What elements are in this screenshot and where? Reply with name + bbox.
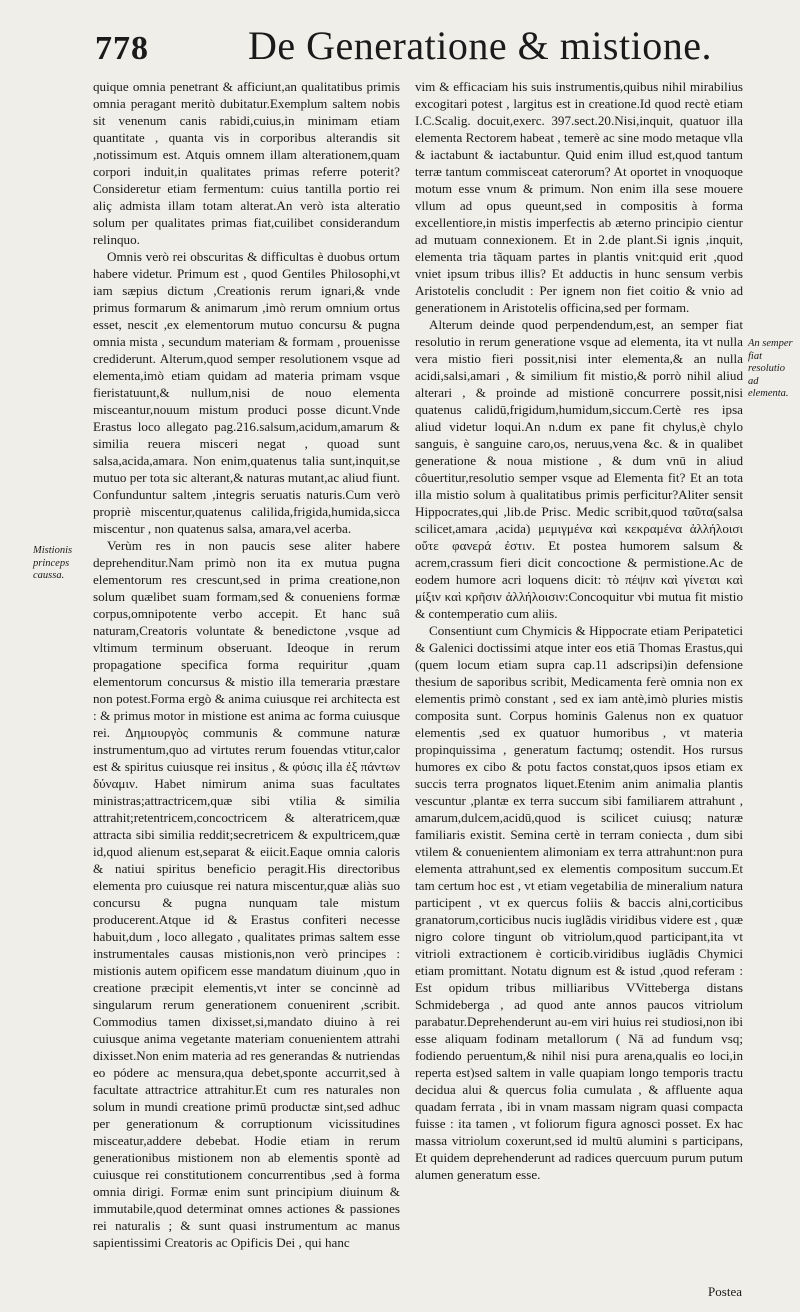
margin-note-left: Mistionis princeps caussa. [33,545,73,581]
paragraph: Omnis verò rei obscuritas & difficultas è duobus ortum habere videtur. Primum est , quod Gentiles Philosophi,vt iam sæpius dictum ,Creationis rerum ignari,& vnde primus formarum & animarum ,imò rerum omnium ortus esset, nescit ,ex elementorum mutuo concursu & pugna omnia mista , secundum materiam & formam , prouenisse crediderunt. Alterum,quod semper resolutionem vsque ad elementa,imò etiam quidam ad materia primam vsque fieristatuunt,& nullum,nisi de nouo elementa misceantur,nouum mistum produci posse dicunt.Vnde Erastus loco allegato pag.216.salsum,acidum,amarum & similia reuera misceri negat , quoad sunt salsa,acida,amara. Non enim,quatenus talia sunt,inquit,se mutuo per tota sic alterant,& naturas mutant,ac aliud fiunt. Confunduntur saltem ,integris seruatis naturis.Cum verò propriè miscentur,quatenus calilida,frigida,humida,sicca miscentur , non quatenus salsa, amara,vel acerba. [93,249,400,536]
catchword: Postea [708,1284,742,1299]
page-number: 778 [95,30,149,67]
page-title: De Generatione & mistione. [248,23,712,68]
paragraph: Consentiunt cum Chymicis & Hippocrate etiam Peripatetici & Galenici doctissimi atque inter eos etiā Thomas Erastus,qui (quem locum etiam supra cap.11 adscripsi)in defensione thesium de saporibus scribit, Medicamenta ferè omnia non ex elementis primò constant , sed ex iam antè,imò pluries mistis composita sunt. Corpus hominis Galenus non ex quatuor elementis ,sed ex quatuor humoribus , vt materia propinquissima , generatum factumq; ostendit. Hos rursus humores ex cibo & potu factos constat,quos ipsos etiam ex succis terra prognatos liquet.Etenim anim animalia plantis vescuntur ,plantæ ex terra succum sibi familiarem attrahunt , amarum,dulcem,acidū,quod is scilicet cuiusq; naturæ familiaris existit. Semina certè in terram coniecta , dum sibi vtilem & conuenientem alimoniam ex terra attrahunt:non pura elementa attrahunt,sed ex elementis compositum succum.Et tam certum hoc est , vt etiam vegetabilia de mineralium natura participent , vt ex quercus foliis & baccis alni,corticibus granatorum,corticibus nucis iuglãdis viridibus videre est , quæ nigro colore tingunt ob vitriolum,quod participant,ita vt vitrioli extractionem è corticib.viridibus iuglãdis Chymici etiam promittant. Notatu dignum est & istud ,quod referam : Est opidum tribus milliaribus VVitteberga distans Schmideberga , ad quod ante annos paucos vitriolum parabatur.Deprehenderunt au-em viri huius rei studiosi,non ibi esse aliquam fodinam metallorum ( Nā ad fundum vsq; fodiendo peruentum,& nihil nisi pura arena,qualis eo loci,in reperta est)sed saltem in valle quapiam longo temporis tractu decidua alui & quercus folia cumulata , & affluente aqua quadam ferrata , ibi in vnam massam nigram quasi compacta fuisse : ita tamen , vt foliorum figura agnosci posset. Ex hac massa vitriolum coxerunt,sed id multū alumini s participans, Et quidem deprehenderunt ad radices quercuum purum putum alumen generatum esse. [415,623,743,1182]
paragraph: Verùm res in non paucis sese aliter habere deprehenditur.Nam primò non ita ex mutua pugna elementorum res crescunt,sed in prima creatione,non solum quælibet suam formam,sed & conueniens formæ corpus,omnipotente verbo accepit. Et hanc suâ naturam,Creatoris voluntate & benedictone ,vsque ad vltimum terminum obseruant. Ideoque in rerum propagatione specifica forma requiritur ,quam elementorum concursus & mistio illa temeraria præstare non potest.Forma ergò & anima cuiusque rei architecta est : & primus motor in mistione est anima ac forma cuiusque rei. Δημιουργὸς communis & commune naturæ instrumentum,quo ad virtutes rerum fouendas vtitur,calor est & spiritus cuiusque rei insitus , & φύσις illa ἐξ πάντων δύναμιν. Habet nimirum anima suas facultates ministras;attractricem,quæ sibi vtilia & similia attrahit;retentricem,concoctricem & alteratricem,quæ attracta sibi similia reddit;secretricem & expultricem,quæ id,quod alienum est,separat & eiicit.Eaque omnia caloris & natiui spiritus beneficio peragit.His directoribus elementa pro cuiusque rei natura miscentur,quæ aliàs suo concursu & pugna nunquam tale mistum producerent.Atque id & Erastus confiteri necesse habuit,dum , loco allegato , qualitates primas saltem esse instrumentales causas mistionis,non verò principes : mistionis autem opificem esse mandatum diuinum ,quo in creatione præcipit elementis,vt inter se concinnè ad singularum rerum generationem conuenirent ,scribit. Commodius tamen dixisset,si,mandato diuino à rei cuiusque anima vegetante materiam conuenientem attrahi dixisset.Non enim materia ad res generandas & nutriendas eo pódere ac mensura,qua debet,sponte accurrit,sed à facultate attractrice attrahitur.Et cum res naturales non solum in mundi creatione primū productæ sint,sed adhuc per generationum & corruptionum vicissitudines misceatur,addere debebat. Hodie etiam in rerum generationibus mistionem non ab elementis spontè ad cuiusque rei constitutionem concurrentibus ,sed à forma omnia dirigi. Formæ enim sunt principium diuinum & immutabile,quod determinat omnes actiones & passiones rei naturalis ; & sunt quasi instrumentum ac manus sapientissimi Creatoris ac Opificis Dei , qui hanc [93,538,400,1250]
right-column [415,78,743,1183]
margin-note-right: An semper fiat resolutio ad elementa. [748,338,793,399]
paragraph: vim & efficaciam his suis instrumentis,quibus nihil mirabilius excogitari potest , largitus est in creatione.Id quod rectè etiam I.C.Scalig. docuit,exerc. 397.sect.20.Nisi,inquit, quatuor illa elementa Rectorem habeat , temerè ac sine modo metaque vlla & iactabunt & iactabuntur. Quid enim illud est,quod tantum terræ tantum commisceat caterorum? At oportet in vnoquoque motum esse vnum & primum. Non enim illa sese mouere vllum ad opus queunt,sed in compositis à forma excellentiore,in mistis imperfectis ab æterno principio cientur ad mutuam connexionem. Et in 2.de plant.Si ignis ,inquit, elementa tria tãquam partes in plantis vnit:quid erit ,quod vniet ipsum tribus illis? Et adductis in hunc sensum verbis Aristotelis concludit : Per ignem non fiet coitio & vnio ad generationem in Aristotelis officina,sed per formam. [415,79,743,315]
left-column [93,78,400,1251]
paragraph: quique omnia penetrant & afficiunt,an qualitatibus primis omnia peragant meritò dubitatur.Exemplum saltem nobis sit venenum canis rabidi,cuius,in minimam etiam quantitate , quanta vis in corporibus alterandis sit ,notissimum est. Atquis omnem illam alterationem,quam corpori induit,in qualitates primas referre poterit?Consideretur etiam fermentum: cuius tantilla portio rei aliç admista illam totam alterat.An verò ista alteratio solum per qualitates primas fiat,cuilibet considerandum relinquo. [93,79,400,247]
running-head [0,22,800,72]
paragraph: Alterum deinde quod perpendendum,est, an semper fiat resolutio in rerum generatione vsque ad elementa, ita vt nulla vera mistio fieri possit,nisi inter elementa,& an nulla acidi,salsi,amari , & similium fit mistio,& porrò nihil aliud alterari , & proinde ad mistionē concurrere possit,nisi quatenus calidū,frigidum,humidum,siccum.Certè res ipsa aliud videtur loqui.An n.dum ex pane fit chylus,è chylo sanguis, è sanguine caro,os, neruus,vena &c. & in qualibet generatione & noua mistione , & dum vnū in aliud côuertitur,resolutio semper vsque ad Elementa fit? Et an tota illa mistio solum à qualitatibus primis perficitur?Aliter sensit Hippocrates,qui ,lib.de Prisc. Medic scribit,quod ταῦτα(salsa scilicet,amara ,acida) μεμιγμένα καὶ κεκραμένα ἀλλήλοισι οὔτε φανερά ἐστιν. Et postea humorem salsum & acrem,crassum fieri dicit concoctione & permistione.Ac de eodem humore acri loquens dicit: τὸ πέψιν καὶ γίνεται καὶ μίξιν καὶ κρῆσιν ἀλλήλοισιν:Concoquitur vbi mutua fit mistio & contemperatio cum aliis. [415,317,743,621]
